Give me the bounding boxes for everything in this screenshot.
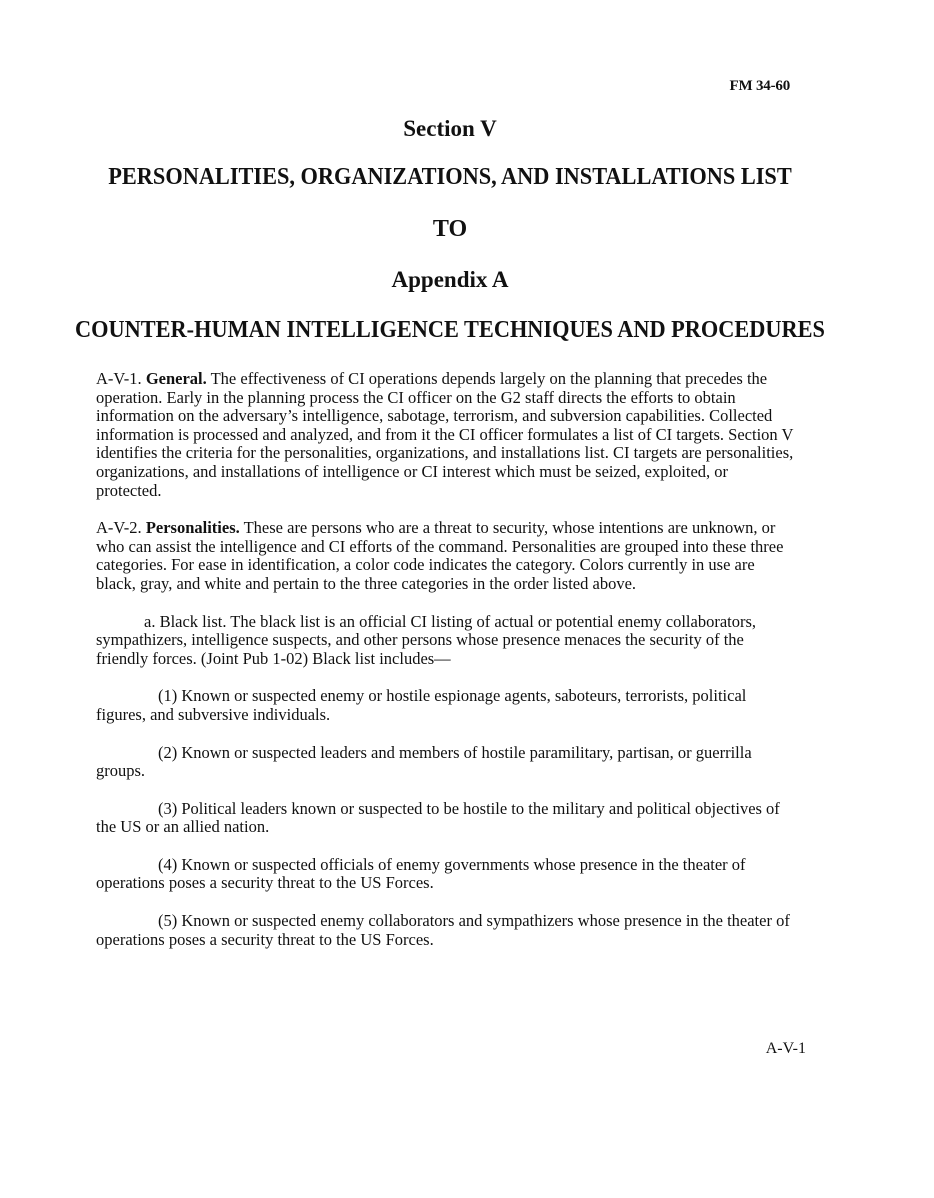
list-item: (3) Political leaders known or suspected to be hostile to the military and political objectives of the US or an allied nation.	[96, 798, 780, 837]
paragraph-text: The effectiveness of CI operations depends largely on the planning that precedes the operation. Early in the planning process the CI officer on the G2 staff directs the efforts to obtain information on the adversary’s intelligence, sabotage, terrorism, and subversion capabilities. Collected information is processed and analyzed, and from it the CI officer formulates a list of CI targets. Section V identifies the criteria for the personalities, organizations, and installations list. CI targets are personalities, organizations, and installations of intelligence or CI interest which must be seized, exploited, or protected.	[96, 369, 794, 500]
main-title: PERSONALITIES, ORGANIZATIONS, AND INSTALLATIONS LIST	[108, 164, 792, 190]
paragraph-text: These are persons who are a threat to security, whose intentions are unknown, or who can assist the intelligence and CI efforts of the command. Personalities are grouped into these three categories. For ease in identification, a color code indicates the category. Colors currently in use are black, gray, and white and pertain to the three categories in the order listed above.	[96, 518, 784, 593]
paragraph-personalities	[96, 519, 796, 593]
page-number: A-V-1	[765, 1040, 806, 1057]
paragraph-number: A-V-1.	[96, 369, 146, 388]
appendix-subtitle: COUNTER-HUMAN INTELLIGENCE TECHNIQUES AND PROCEDURES	[75, 317, 825, 343]
paragraph-number: A-V-2.	[96, 518, 146, 538]
appendix-title: Appendix A	[391, 267, 509, 292]
paragraph-heading: Personalities.	[145, 518, 240, 538]
paragraph-heading: General.	[145, 369, 207, 388]
paragraph-black-list: a. Black list. The black list is an official CI listing of actual or potential enemy collaborators, sympathizers, intelligence suspects, and other persons whose presence menaces the security of the friendly forces. (Joint Pub 1-02) Black list includes—	[96, 611, 757, 668]
document-code: FM 34-60	[729, 78, 790, 94]
list-item: (2) Known or suspected leaders and members of hostile paramilitary, partisan, or guerrilla groups.	[96, 742, 752, 781]
black-list-items	[96, 687, 796, 949]
list-item: (1) Known or suspected enemy or hostile espionage agents, saboteurs, terrorists, political figures, and subversive individuals.	[96, 686, 747, 724]
paragraph-general	[96, 370, 796, 500]
to-title: TO	[432, 216, 468, 242]
list-item: (4) Known or suspected officials of enemy governments whose presence in the theater of operations poses a security threat to the US Forces.	[96, 854, 746, 893]
body-text	[96, 370, 796, 968]
section-title: Section V	[403, 116, 497, 141]
list-item: (5) Known or suspected enemy collaborators and sympathizers whose presence in the theater of operations poses a security threat to the US Forces.	[96, 911, 790, 949]
